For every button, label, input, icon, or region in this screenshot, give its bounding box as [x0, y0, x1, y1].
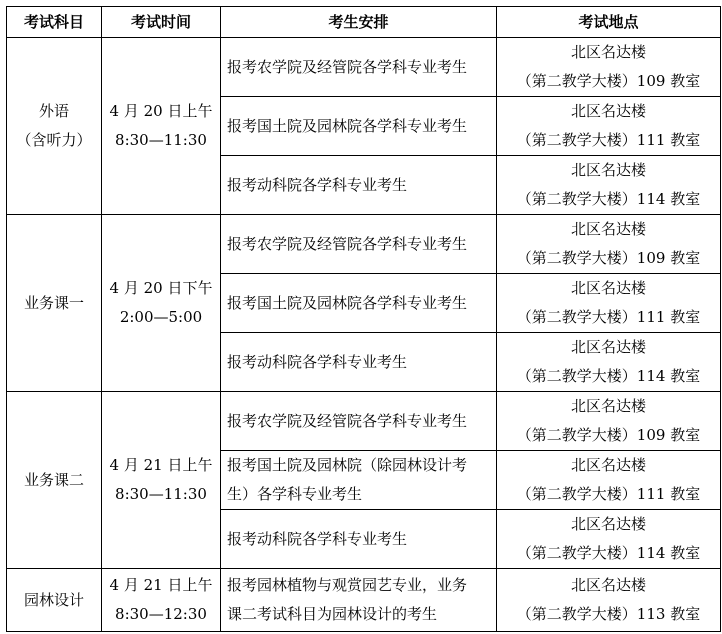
cell-line: 业务课二: [23, 470, 84, 489]
cell-line: （含听力）: [16, 131, 92, 149]
cell-line: 8:30—11:30: [115, 131, 207, 149]
cell-line: （第二教学大楼）114 教室: [516, 190, 701, 208]
cell-line: 北区名达楼: [570, 515, 646, 533]
cell-line: 生）各学科专业考生: [227, 485, 363, 503]
cell-line: （第二教学大楼）109 教室: [516, 72, 701, 90]
table-row: [7, 569, 721, 632]
cell-line: 北区名达楼: [570, 456, 646, 474]
header-time: 考试时间: [102, 7, 221, 38]
cell-line: （第二教学大楼）109 教室: [516, 426, 701, 444]
cell-line: 课二考试科目为园林设计的考生: [227, 605, 438, 623]
arrangement-cell: [221, 392, 497, 451]
arrangement-cell: [221, 38, 497, 97]
cell-line: 报考动科院各学科专业考生: [227, 529, 408, 548]
cell-line: 北区名达楼: [570, 102, 646, 120]
location-cell: [497, 215, 721, 274]
location-cell: [497, 333, 721, 392]
cell-line: （第二教学大楼）109 教室: [516, 249, 701, 267]
location-cell: [497, 38, 721, 97]
cell-line: 园林设计: [23, 590, 84, 609]
schedule-body: [7, 38, 721, 632]
cell-line: 报考农学院及经管院各学科专业考生: [227, 57, 468, 76]
arrangement-cell: [221, 333, 497, 392]
cell-line: （第二教学大楼）111 教室: [516, 131, 701, 149]
cell-line: 报考国土院及园林院各学科专业考生: [227, 116, 468, 135]
header-row: [7, 7, 721, 38]
time-cell: [102, 215, 221, 392]
cell-line: 北区名达楼: [570, 338, 646, 356]
subject-cell: [7, 569, 102, 632]
cell-line: 4 月 21 日上午: [109, 456, 213, 474]
time-cell: [102, 392, 221, 569]
cell-line: （第二教学大楼）111 教室: [516, 485, 701, 503]
cell-line: 报考农学院及经管院各学科专业考生: [227, 234, 468, 253]
cell-line: 报考动科院各学科专业考生: [227, 352, 408, 371]
location-cell: [497, 156, 721, 215]
location-cell: [497, 510, 721, 569]
cell-line: （第二教学大楼）111 教室: [516, 308, 701, 326]
cell-line: 报考农学院及经管院各学科专业考生: [227, 411, 468, 430]
cell-line: （第二教学大楼）113 教室: [516, 605, 701, 623]
location-cell: [497, 97, 721, 156]
table-row: [7, 38, 721, 97]
arrangement-cell: [221, 156, 497, 215]
arrangement-cell: [221, 215, 497, 274]
subject-cell: [7, 38, 102, 215]
cell-line: 报考国土院及园林院（除园林设计考: [227, 456, 468, 474]
cell-line: （第二教学大楼）114 教室: [516, 367, 701, 385]
time-cell: [102, 38, 221, 215]
cell-line: 外语: [38, 102, 69, 120]
cell-line: 8:30—12:30: [115, 605, 207, 623]
cell-line: 报考动科院各学科专业考生: [227, 175, 408, 194]
location-cell: [497, 569, 721, 632]
cell-line: 业务课一: [23, 293, 84, 312]
cell-line: （第二教学大楼）114 教室: [516, 544, 701, 562]
location-cell: [497, 392, 721, 451]
cell-line: 北区名达楼: [570, 161, 646, 179]
cell-line: 北区名达楼: [570, 279, 646, 297]
arrangement-cell: [221, 274, 497, 333]
exam-schedule-table: [6, 6, 721, 632]
cell-line: 北区名达楼: [570, 43, 646, 61]
arrangement-cell: [221, 510, 497, 569]
location-cell: [497, 451, 721, 510]
arrangement-cell: [221, 569, 497, 632]
subject-cell: [7, 215, 102, 392]
cell-line: 4 月 20 日下午: [109, 279, 213, 297]
table-row: [7, 215, 721, 274]
header-arrangement: 考生安排: [221, 7, 497, 38]
time-cell: [102, 569, 221, 632]
arrangement-cell: [221, 97, 497, 156]
header-location: 考试地点: [497, 7, 721, 38]
header-subject: 考试科目: [7, 7, 102, 38]
cell-line: 北区名达楼: [570, 576, 646, 594]
cell-line: 北区名达楼: [570, 397, 646, 415]
cell-line: 报考园林植物与观赏园艺专业，业务: [227, 576, 468, 594]
cell-line: 4 月 20 日上午: [109, 102, 213, 120]
table-row: [7, 392, 721, 451]
arrangement-cell: [221, 451, 497, 510]
cell-line: 北区名达楼: [570, 220, 646, 238]
cell-line: 4 月 21 日上午: [109, 576, 213, 594]
cell-line: 报考国土院及园林院各学科专业考生: [227, 293, 468, 312]
location-cell: [497, 274, 721, 333]
subject-cell: [7, 392, 102, 569]
cell-line: 8:30—11:30: [115, 485, 207, 503]
cell-line: 2:00—5:00: [119, 308, 203, 326]
